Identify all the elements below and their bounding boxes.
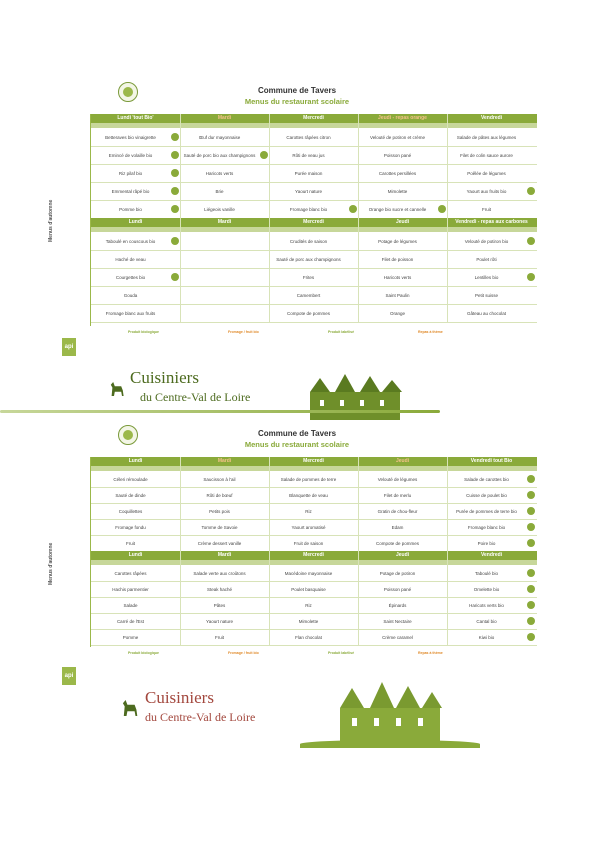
menu-item: Purée maison [294,170,323,176]
bio-badge-icon [527,569,535,577]
menu-item: Tomme de Savoie [201,524,238,530]
menu-item: Carottes râpées [114,570,147,576]
legend-item: Produit biologique [128,330,159,334]
menu-item: Poulet basquaise [291,586,326,592]
day-header: Mardi [217,552,232,558]
menu-item: Emincé de volaille bio [108,152,153,158]
menu-item: Salade de carottes bio [464,476,509,482]
menu-item: Taboulé bio [474,570,499,576]
menu-item: Fromage fondu [115,524,146,530]
legend-item: Fromage / fruit bio [228,330,259,334]
menu-item: Poisson pané [383,586,412,592]
bio-badge-icon [171,151,179,159]
menu-item: Steak haché [206,586,233,592]
menu-item: Rôti de bœuf [206,492,233,498]
menu-item: Purée de pommes de terre bio [456,508,517,514]
bio-badge-icon [527,507,535,515]
menu-item: Fruit [482,206,491,212]
bio-badge-icon [438,205,446,213]
column-divider [180,457,181,645]
brand-subtitle: du Centre-Val de Loire [145,710,256,724]
day-header-row [91,551,537,560]
brand-subtitle: du Centre-Val de Loire [140,390,251,404]
menu-item: Pâtes [213,602,226,608]
menu-item: Liégeois vanille [204,206,235,212]
menu-item: Yaourt nature [206,618,233,624]
menu-item: Haché de veau [115,256,146,262]
day-header: Mardi [217,219,232,225]
menu-item: Carottes râpées citron [286,134,331,140]
menu-item [180,232,259,250]
bio-badge-icon [527,617,535,625]
day-header-row [91,114,537,123]
day-header: Lundi 'tout Bio' [117,115,154,121]
menu-item: Petits pois [209,508,230,514]
menu-item: Fromage blanc aux fruits [105,310,156,316]
page-title: Commune de Tavers [257,86,337,95]
column-divider [180,114,181,322]
day-header-row [91,218,537,227]
bio-badge-icon [171,205,179,213]
menu-item: Salade de pommes de terre [280,476,337,482]
menu-item: Fruit [126,540,135,546]
menu-item [180,304,259,322]
brand-title: Cuisiniers [145,688,214,707]
menu-item: Crudités de saison [289,238,328,244]
menu-item: Camembert [296,292,321,298]
menu-item: Yaourt nature [295,188,322,194]
page-subtitle: Menus du restaurant scolaire [244,97,350,106]
bio-badge-icon [527,601,535,609]
day-header: Jeudi [395,458,410,464]
column-divider [269,457,270,645]
menu-item: Fromage blanc bio [467,524,506,530]
menu-item: Potage de potiron [379,570,416,576]
menu-item: Poulet rôti [476,256,497,262]
bio-badge-icon [260,151,268,159]
menu-item: Emmental râpé bio [111,188,150,194]
menu-item: Carottes persillées [378,170,417,176]
menu-item: Brie [215,188,224,194]
legend-item: Repas à thème [418,651,443,655]
bio-badge-icon [171,169,179,177]
season-label: Menus d'automne [48,199,54,242]
menu-item: Crème dessert vanille [197,540,242,546]
menu-item: Coquillettes [118,508,143,514]
legend-item: Produit labélisé [328,651,355,655]
page-title: Commune de Tavers [257,429,337,438]
menu-item: Pomme [122,634,139,640]
bio-badge-icon [171,237,179,245]
menu-item: Haricots verts bio [469,602,504,608]
menu-item: Poire bio [477,540,496,546]
menu-item: Flan chocolat [295,634,322,640]
bio-badge-icon [527,475,535,483]
day-header: Mercredi [303,115,324,121]
menu-item: Mimolette [387,188,408,194]
menu-item: Œuf dur mayonnaise [198,134,241,140]
menu-item: Poêlée de légumes [467,170,506,176]
bio-badge-icon [527,539,535,547]
menu-item: Velouté de potiron et crème [369,134,426,140]
day-header: Vendredi - repas aux carbones [455,219,528,225]
menu-item [180,250,259,268]
bio-badge-icon [527,187,535,195]
menu-item: Velouté de potiron bio [464,238,509,244]
decorative-wave [0,410,440,413]
menu-item: Omelette bio [473,586,500,592]
menu-item: Hachis parmentier [112,586,149,592]
menu-table [90,457,537,647]
menu-item: Riz [305,602,312,608]
bio-badge-icon [171,273,179,281]
menu-item: Gouda [123,292,138,298]
menu-item: Filet de colin sauce aurore [460,152,513,158]
menu-item: Velouté de légumes [377,476,418,482]
menu-item: Orange [389,310,405,316]
day-header: Mercredi [303,219,324,225]
menu-item: Betteraves bio vinaigrette [105,134,156,140]
menu-item: Filet de merlu [383,492,412,498]
menu-item: Edam [391,524,404,530]
legend-item: Produit biologique [128,651,159,655]
menu-item: Épinards [388,602,407,608]
menu-sheet-2 [48,425,536,695]
season-label: Menus d'automne [48,542,54,585]
menu-item: Kiwi bio [478,634,495,640]
day-header: Jeudi [395,552,410,558]
day-header: Mardi [217,115,232,121]
menu-item: Riz pilaf bio [118,170,143,176]
day-header: Jeudi - repas orange [378,115,427,121]
day-header: Vendredi [480,115,503,121]
row-divider [91,645,537,646]
bio-badge-icon [349,205,357,213]
menu-item: Cuisse de poulet bio [466,492,507,498]
menu-item: Taboulé en couscous bio [105,238,156,244]
menu-item: Salade [123,602,138,608]
menu-item: Compote de pommes [286,310,331,316]
menu-item: Yaourt aromatisé [291,524,326,530]
decorative-hill [300,740,480,748]
legend-item: Fromage / fruit bio [228,651,259,655]
menu-item: Gâteau au chocolat [466,310,507,316]
deer-icon [110,382,126,396]
menu-item: Compote de pommes [375,540,420,546]
bio-badge-icon [171,133,179,141]
menu-item: Fruit [215,634,224,640]
day-header: Vendredi tout Bio [470,458,513,464]
column-divider [447,457,448,645]
menu-item: Blanquette de veau [289,492,328,498]
menu-item: Yaourt aux fruits bio [466,188,507,194]
menu-item: Petit suisse [474,292,498,298]
day-header: Lundi [128,458,143,464]
menu-item: Saint Paulin [385,292,410,298]
menu-table [90,114,537,326]
menu-item: Carré de l'Est [116,618,145,624]
menu-item: Saucisson à l'ail [203,476,236,482]
menu-item: Poisson pané [383,152,412,158]
menu-item: Pomme bio [119,206,142,212]
menu-item: Sauté de dinde [115,492,146,498]
menu-item: Crème caramel [382,634,413,640]
menu-item: Cantal bio [476,618,497,624]
menu-item: Riz [305,508,312,514]
menu-item: Macédoine mayonnaise [284,570,333,576]
day-header: Mardi [217,458,232,464]
row-divider [91,322,537,323]
bio-badge-icon [171,187,179,195]
bio-badge-icon [527,491,535,499]
menu-item: Orange bio sucre et cannelle [368,206,427,212]
api-logo: api [62,667,76,685]
castle-illustration [330,682,450,744]
menu-item [180,268,259,286]
column-divider [358,457,359,645]
menu-item: Filet de poisson [381,256,414,262]
menu-item: Salade verte aux croûtons [193,570,246,576]
menu-item: Frites [302,274,315,280]
menu-item: Lentilles bio [474,274,499,280]
day-header-row [91,457,537,466]
menu-item: Rôti de veau jus [292,152,325,158]
day-header: Jeudi [395,219,410,225]
legend-item: Repas à thème [418,330,443,334]
menu-item: Céleri rémoulade [113,476,148,482]
menu-item: Saint Nectaire [383,618,412,624]
legend-item: Produit labélisé [328,330,355,334]
column-divider [269,114,270,322]
menu-item: Salade de pâtes aux légumes [456,134,517,140]
menu-item: Haricots verts [383,274,412,280]
menu-item: Courgettes bio [115,274,146,280]
api-logo: api [62,338,76,356]
bio-badge-icon [527,633,535,641]
bio-badge-icon [527,523,535,531]
bio-badge-icon [527,585,535,593]
page-subtitle: Menus du restaurant scolaire [244,440,350,449]
day-header: Mercredi [303,458,324,464]
brand-title: Cuisiniers [130,368,199,387]
bio-badge-icon [527,273,535,281]
menu-item [180,286,259,304]
menu-item: Fruit de saison [293,540,324,546]
menu-item: Potage de légumes [378,238,417,244]
menu-item: Gratin de chou-fleur [377,508,418,514]
column-divider [358,114,359,322]
menu-item: Mimolette [298,618,319,624]
deer-icon [122,700,140,716]
bio-badge-icon [527,237,535,245]
day-header: Lundi [128,552,143,558]
menu-item: Sauté de porc bio aux champignons [183,152,256,158]
day-header: Mercredi [303,552,324,558]
menu-sheet-1 [48,82,536,372]
day-header: Lundi [128,219,143,225]
menu-item: Haricots verts [205,170,234,176]
menu-item: Sauté de porc aux champignons [276,256,341,262]
day-header: Vendredi [480,552,503,558]
menu-item: Fromage blanc bio [289,206,328,212]
column-divider [447,114,448,322]
